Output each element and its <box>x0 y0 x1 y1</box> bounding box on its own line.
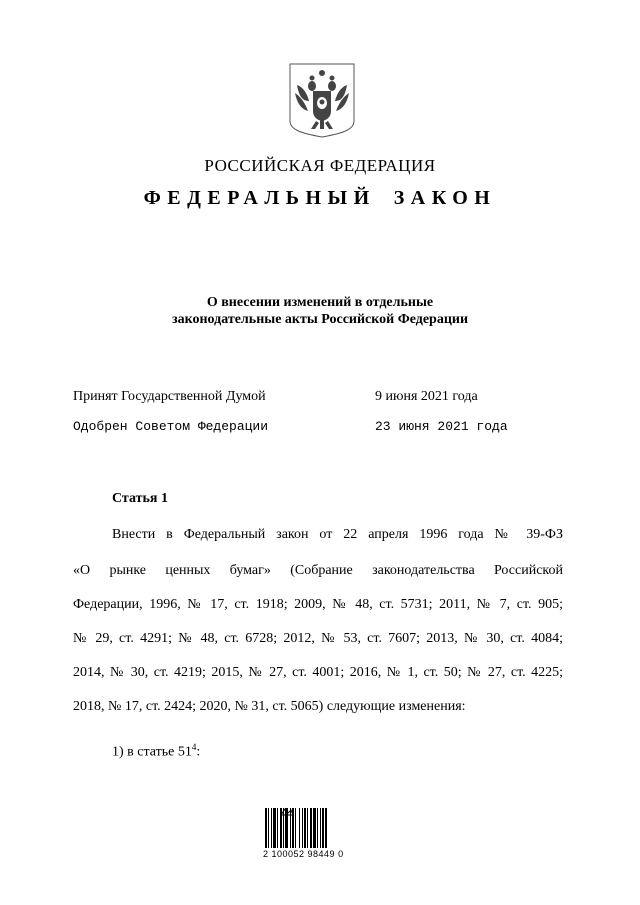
country-name: РОССИЙСКАЯ ФЕДЕРАЦИЯ <box>204 156 436 175</box>
document-type-word: ЗАКОН <box>393 187 497 209</box>
council-approval-label: Одобрен Советом Федерации <box>73 419 269 434</box>
list-item-text: 1) в статье 51 <box>112 744 192 760</box>
list-item-suffix: : <box>196 744 201 760</box>
article-text-line: «О рынке ценных бумаг» (Собрание законодательства Российской <box>73 563 563 578</box>
article-title: Статья 1 <box>112 491 168 506</box>
article-text-line: 2018, № 17, ст. 2424; 2020, № 31, ст. 5065) следующие изменения: <box>73 699 466 714</box>
law-title-line: О внесении изменений в отдельные <box>206 295 434 310</box>
council-approval-date: 23 июня 2021 года <box>375 419 508 434</box>
superscript: 4 <box>191 742 197 752</box>
law-title <box>0 294 640 328</box>
law-title-line: законодательные акты Российской Федерации <box>171 312 469 327</box>
document-type <box>0 187 640 210</box>
duma-adoption-label: Принят Государственной Думой <box>73 389 266 404</box>
duma-adoption-date: 9 июня 2021 года <box>375 389 478 404</box>
article-text-line: Федерации, 1996, № 17, ст. 1918; 2009, № 48, ст. 5731; 2011, № 7, ст. 905; <box>73 597 563 612</box>
document-type-word: ФЕДЕРАЛЬНЫЙ <box>143 187 376 209</box>
coat-of-arms-icon <box>289 63 355 138</box>
barcode-number: 2 100052 98449 0 <box>263 849 344 859</box>
barcode-icon <box>263 808 357 848</box>
article-text-line: 2014, № 30, ст. 4219; 2015, № 27, ст. 4001; 2016, № 1, ст. 50; № 27, ст. 4225; <box>73 665 563 680</box>
article-text-line: Внести в Федеральный закон от 22 апреля 1996 года № 39-ФЗ <box>112 527 563 542</box>
list-item <box>112 742 200 761</box>
article-text-line: № 29, ст. 4291; № 48, ст. 6728; 2012, № 53, ст. 7607; 2013, № 30, ст. 4084; <box>73 631 563 646</box>
